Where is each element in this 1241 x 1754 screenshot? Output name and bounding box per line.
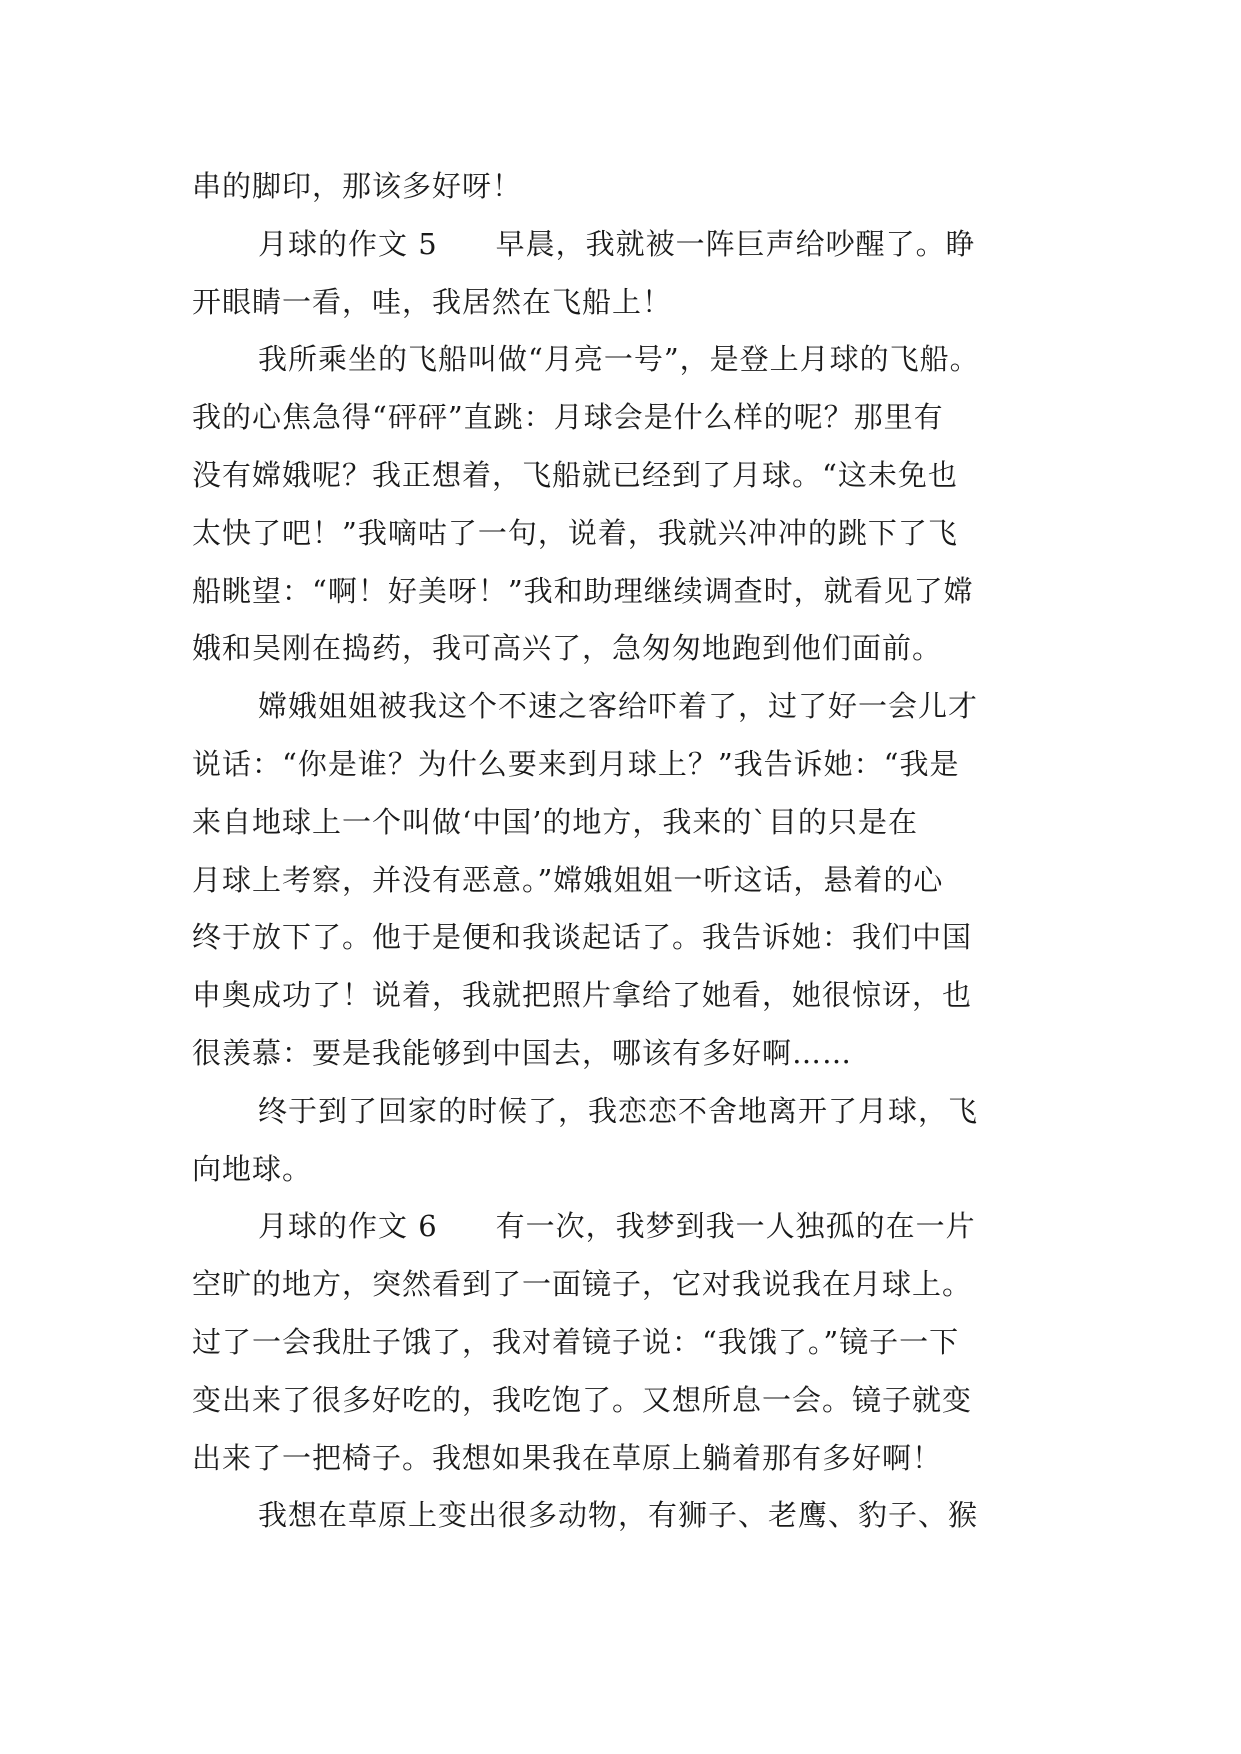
text-line <box>192 389 1052 447</box>
line-text: 嫦娥姐姐被我这个不速之客给吓着了，过了好一会儿才 <box>258 689 979 724</box>
line-text: 有一次，我梦到我一人独孤的在一片 <box>495 1209 976 1244</box>
line-text: 早晨，我就被一阵巨声给吵醒了。睁 <box>495 226 976 261</box>
line-text: 终于放下了。他于是便和我谈起话了。我告诉她：我们中国 <box>192 920 973 955</box>
text-line <box>192 794 1052 852</box>
line-text: 太快了吧！”我嘀咕了一句，说着，我就兴冲冲的跳下了飞 <box>192 515 958 550</box>
line-text: 向地球。 <box>192 1151 313 1186</box>
essay-heading: 月球的作文 6 <box>258 1209 438 1244</box>
line-text: 说话：“你是谁？为什么要来到月球上？”我告诉她：“我是 <box>192 746 960 781</box>
essay-heading-line <box>192 1198 1052 1256</box>
text-line <box>192 736 1052 794</box>
text-line <box>192 620 1052 678</box>
line-text: 来自地球上一个叫做‘中国’的地方，我来的`目的只是在 <box>192 804 918 839</box>
text-line <box>192 852 1052 910</box>
line-text: 过了一会我肚子饿了，我对着镜子说：“我饿了。”镜子一下 <box>192 1324 960 1359</box>
text-line <box>192 1025 1052 1083</box>
line-text: 我所乘坐的飞船叫做“月亮一号”，是登上月球的飞船。 <box>258 342 980 377</box>
text-line <box>192 505 1052 563</box>
line-text: 很羡慕：要是我能够到中国去，哪该有多好啊…… <box>192 1035 853 1070</box>
text-line <box>192 563 1052 621</box>
line-text: 开眼睛一看，哇，我居然在飞船上！ <box>192 284 673 319</box>
essay-heading: 月球的作文 5 <box>258 226 438 261</box>
text-line <box>192 1083 1052 1141</box>
essay-body <box>192 158 1052 1545</box>
line-text: 我的心焦急得“砰砰”直跳：月球会是什么样的呢？那里有 <box>192 400 944 435</box>
text-line <box>192 331 1052 389</box>
line-text: 终于到了回家的时候了，我恋恋不舍地离开了月球，飞 <box>258 1093 979 1128</box>
line-text: 娥和吴刚在捣药，我可高兴了，急匆匆地跑到他们面前。 <box>192 631 943 666</box>
text-line <box>192 1430 1052 1488</box>
text-line <box>192 909 1052 967</box>
text-line <box>192 1372 1052 1430</box>
line-text: 月球上考察，并没有恶意。”嫦娥姐姐一听这话，悬着的心 <box>192 862 944 897</box>
text-line <box>192 1314 1052 1372</box>
essay-heading-line <box>192 216 1052 274</box>
line-text: 船眺望：“啊！好美呀！”我和助理继续调查时，就看见了嫦 <box>192 573 974 608</box>
line-text: 空旷的地方，突然看到了一面镜子，它对我说我在月球上。 <box>192 1267 973 1302</box>
text-line <box>192 1141 1052 1199</box>
text-line <box>192 447 1052 505</box>
line-text: 申奥成功了！说着，我就把照片拿给了她看，她很惊讶，也 <box>192 978 973 1013</box>
text-line <box>192 678 1052 736</box>
line-text: 我想在草原上变出很多动物，有狮子、老鹰、豹子、猴 <box>258 1498 979 1533</box>
line-text: 出来了一把椅子。我想如果我在草原上躺着那有多好啊！ <box>192 1440 943 1475</box>
line-text: 没有嫦娥呢？我正想着，飞船就已经到了月球。“这未免也 <box>192 457 958 492</box>
line-text: 串的脚印，那该多好呀！ <box>192 169 523 203</box>
line-text: 变出来了很多好吃的，我吃饱了。又想所息一会。镜子就变 <box>192 1382 973 1417</box>
text-line <box>192 1256 1052 1314</box>
text-line <box>192 158 1052 216</box>
text-line <box>192 274 1052 332</box>
text-line <box>192 967 1052 1025</box>
text-line <box>192 1487 1052 1545</box>
